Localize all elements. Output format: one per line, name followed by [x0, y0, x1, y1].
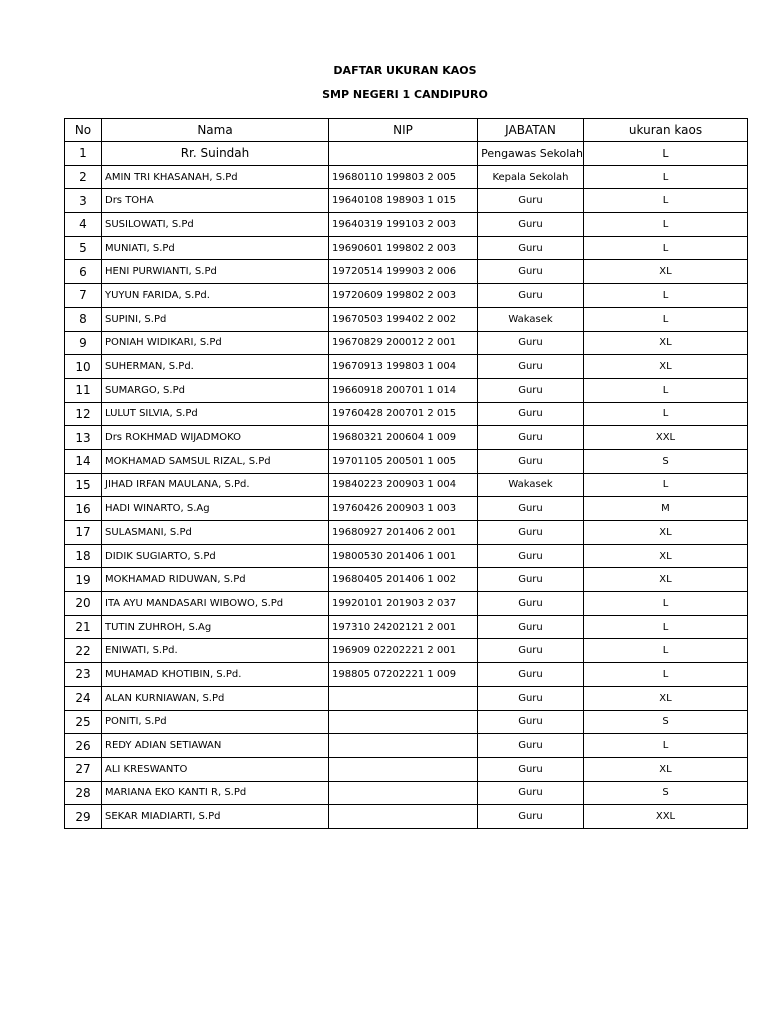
document-subtitle: SMP NEGERI 1 CANDIPURO: [322, 88, 488, 101]
table-row: [65, 213, 748, 237]
table-row: [65, 189, 748, 213]
cell-nip: 19680110 199803 2 005: [329, 165, 478, 189]
table-row: [65, 781, 748, 805]
cell-no: 18: [65, 544, 102, 568]
cell-nip: 19920101 201903 2 037: [329, 592, 478, 616]
cell-nip: 19680927 201406 2 001: [329, 521, 478, 545]
table-row: [65, 260, 748, 284]
cell-no: 15: [65, 473, 102, 497]
cell-nama: PONIAH WIDIKARI, S.Pd: [102, 331, 329, 355]
cell-nama: ITA AYU MANDASARI WIBOWO, S.Pd: [102, 592, 329, 616]
cell-ukuran: L: [584, 165, 748, 189]
cell-no: 13: [65, 426, 102, 450]
cell-jabatan: Guru: [478, 805, 584, 829]
table-row: [65, 544, 748, 568]
cell-no: 3: [65, 189, 102, 213]
cell-ukuran: XL: [584, 757, 748, 781]
cell-nama: MUHAMAD KHOTIBIN, S.Pd.: [102, 663, 329, 687]
table-row: [65, 449, 748, 473]
cell-no: 1: [65, 142, 102, 166]
cell-no: 4: [65, 213, 102, 237]
cell-nip: [329, 686, 478, 710]
cell-jabatan: Guru: [478, 284, 584, 308]
cell-no: 9: [65, 331, 102, 355]
cell-ukuran: XL: [584, 521, 748, 545]
cell-ukuran: L: [584, 615, 748, 639]
cell-ukuran: XL: [584, 544, 748, 568]
cell-nama: Rr. Suindah: [102, 142, 329, 166]
table-row: [65, 426, 748, 450]
cell-nama: HADI WINARTO, S.Ag: [102, 497, 329, 521]
cell-nip: [329, 710, 478, 734]
cell-ukuran: L: [584, 663, 748, 687]
header-ukuran: ukuran kaos: [584, 119, 748, 142]
cell-nama: DIDIK SUGIARTO, S.Pd: [102, 544, 329, 568]
cell-ukuran: L: [584, 402, 748, 426]
cell-nip: 19720609 199802 2 003: [329, 284, 478, 308]
cell-ukuran: XL: [584, 331, 748, 355]
table-row: [65, 165, 748, 189]
cell-ukuran: L: [584, 142, 748, 166]
cell-jabatan: Guru: [478, 355, 584, 379]
cell-no: 21: [65, 615, 102, 639]
table-row: [65, 284, 748, 308]
table-row: [65, 521, 748, 545]
cell-nama: REDY ADIAN SETIAWAN: [102, 734, 329, 758]
table-row: [65, 686, 748, 710]
cell-nip: 19690601 199802 2 003: [329, 236, 478, 260]
cell-ukuran: S: [584, 449, 748, 473]
document-title: DAFTAR UKURAN KAOS: [333, 64, 477, 77]
table-row: [65, 615, 748, 639]
cell-nip: [329, 142, 478, 166]
cell-nip: 19800530 201406 1 001: [329, 544, 478, 568]
table-row: [65, 639, 748, 663]
cell-no: 14: [65, 449, 102, 473]
cell-no: 7: [65, 284, 102, 308]
cell-jabatan: Guru: [478, 639, 584, 663]
cell-nip: 19660918 200701 1 014: [329, 378, 478, 402]
table-row: [65, 497, 748, 521]
cell-ukuran: L: [584, 189, 748, 213]
cell-jabatan: Kepala Sekolah: [478, 165, 584, 189]
cell-nip: 19640319 199103 2 003: [329, 213, 478, 237]
cell-ukuran: L: [584, 284, 748, 308]
cell-nama: YUYUN FARIDA, S.Pd.: [102, 284, 329, 308]
cell-no: 28: [65, 781, 102, 805]
cell-ukuran: L: [584, 307, 748, 331]
cell-ukuran: M: [584, 497, 748, 521]
table-row: [65, 355, 748, 379]
cell-jabatan: Guru: [478, 615, 584, 639]
cell-ukuran: L: [584, 378, 748, 402]
cell-ukuran: XL: [584, 568, 748, 592]
cell-jabatan: Guru: [478, 260, 584, 284]
cell-nip: 19680321 200604 1 009: [329, 426, 478, 450]
cell-no: 23: [65, 663, 102, 687]
cell-jabatan: Guru: [478, 663, 584, 687]
cell-nama: SUSILOWATI, S.Pd: [102, 213, 329, 237]
cell-nip: 19720514 199903 2 006: [329, 260, 478, 284]
cell-jabatan: Guru: [478, 236, 584, 260]
cell-no: 6: [65, 260, 102, 284]
cell-ukuran: XXL: [584, 426, 748, 450]
cell-nip: 19670913 199803 1 004: [329, 355, 478, 379]
cell-nip: 19760426 200903 1 003: [329, 497, 478, 521]
cell-no: 16: [65, 497, 102, 521]
cell-nip: 19760428 200701 2 015: [329, 402, 478, 426]
cell-jabatan: Guru: [478, 757, 584, 781]
cell-nip: 19680405 201406 1 002: [329, 568, 478, 592]
cell-nama: LULUT SILVIA, S.Pd: [102, 402, 329, 426]
table-row: [65, 805, 748, 829]
cell-jabatan: Guru: [478, 189, 584, 213]
cell-jabatan: Guru: [478, 734, 584, 758]
cell-no: 5: [65, 236, 102, 260]
cell-nama: HENI PURWIANTI, S.Pd: [102, 260, 329, 284]
table-row: [65, 710, 748, 734]
header-nip: NIP: [329, 119, 478, 142]
cell-jabatan: Guru: [478, 213, 584, 237]
cell-no: 25: [65, 710, 102, 734]
cell-nip: 19640108 198903 1 015: [329, 189, 478, 213]
table-row: [65, 331, 748, 355]
table-row: [65, 402, 748, 426]
cell-nama: SUMARGO, S.Pd: [102, 378, 329, 402]
cell-no: 26: [65, 734, 102, 758]
cell-no: 20: [65, 592, 102, 616]
cell-nama: ENIWATI, S.Pd.: [102, 639, 329, 663]
cell-nama: ALAN KURNIAWAN, S.Pd: [102, 686, 329, 710]
cell-no: 27: [65, 757, 102, 781]
cell-jabatan: Guru: [478, 686, 584, 710]
header-no: No: [65, 119, 102, 142]
cell-ukuran: L: [584, 639, 748, 663]
cell-no: 10: [65, 355, 102, 379]
cell-no: 22: [65, 639, 102, 663]
cell-no: 17: [65, 521, 102, 545]
header-nama: Nama: [102, 119, 329, 142]
cell-ukuran: L: [584, 473, 748, 497]
cell-nip: 19701105 200501 1 005: [329, 449, 478, 473]
cell-nip: [329, 734, 478, 758]
cell-nama: MOKHAMAD RIDUWAN, S.Pd: [102, 568, 329, 592]
cell-ukuran: XL: [584, 686, 748, 710]
cell-jabatan: Guru: [478, 521, 584, 545]
cell-nama: MARIANA EKO KANTI R, S.Pd: [102, 781, 329, 805]
cell-nama: PONITI, S.Pd: [102, 710, 329, 734]
cell-nip: [329, 781, 478, 805]
cell-no: 24: [65, 686, 102, 710]
cell-jabatan: Guru: [478, 378, 584, 402]
cell-jabatan: Guru: [478, 710, 584, 734]
cell-nama: Drs ROKHMAD WIJADMOKO: [102, 426, 329, 450]
cell-nama: MUNIATI, S.Pd: [102, 236, 329, 260]
cell-jabatan: Guru: [478, 449, 584, 473]
cell-nama: SEKAR MIADIARTI, S.Pd: [102, 805, 329, 829]
cell-ukuran: XL: [584, 260, 748, 284]
cell-nama: SUHERMAN, S.Pd.: [102, 355, 329, 379]
cell-ukuran: XXL: [584, 805, 748, 829]
cell-ukuran: L: [584, 236, 748, 260]
cell-no: 29: [65, 805, 102, 829]
table-row: [65, 757, 748, 781]
cell-nama: Drs TOHA: [102, 189, 329, 213]
cell-ukuran: XL: [584, 355, 748, 379]
table-row: [65, 734, 748, 758]
cell-no: 2: [65, 165, 102, 189]
cell-jabatan: Guru: [478, 426, 584, 450]
cell-jabatan: Pengawas Sekolah: [478, 142, 584, 166]
cell-jabatan: Guru: [478, 781, 584, 805]
cell-nama: ALI KRESWANTO: [102, 757, 329, 781]
cell-nama: TUTIN ZUHROH, S.Ag: [102, 615, 329, 639]
cell-jabatan: Guru: [478, 568, 584, 592]
cell-jabatan: Guru: [478, 331, 584, 355]
table-row: [65, 473, 748, 497]
table-header-row: [65, 119, 748, 142]
cell-ukuran: L: [584, 213, 748, 237]
cell-no: 8: [65, 307, 102, 331]
cell-nip: 198805 07202221 1 009: [329, 663, 478, 687]
table-row: [65, 236, 748, 260]
table-row: [65, 592, 748, 616]
table-row: [65, 378, 748, 402]
cell-nip: 19670829 200012 2 001: [329, 331, 478, 355]
cell-jabatan: Wakasek: [478, 307, 584, 331]
cell-jabatan: Guru: [478, 402, 584, 426]
cell-no: 12: [65, 402, 102, 426]
table-row: [65, 663, 748, 687]
table-row: [65, 568, 748, 592]
cell-ukuran: L: [584, 734, 748, 758]
cell-jabatan: Guru: [478, 544, 584, 568]
cell-nama: JIHAD IRFAN MAULANA, S.Pd.: [102, 473, 329, 497]
cell-nip: 197310 24202121 2 001: [329, 615, 478, 639]
shirt-size-table: [64, 118, 748, 829]
cell-nip: 19840223 200903 1 004: [329, 473, 478, 497]
cell-nama: SULASMANI, S.Pd: [102, 521, 329, 545]
header-jabatan: JABATAN: [478, 119, 584, 142]
table-row: [65, 307, 748, 331]
document-header: [0, 62, 768, 110]
cell-nip: [329, 805, 478, 829]
cell-nip: [329, 757, 478, 781]
cell-ukuran: L: [584, 592, 748, 616]
cell-nama: MOKHAMAD SAMSUL RIZAL, S.Pd: [102, 449, 329, 473]
cell-ukuran: S: [584, 781, 748, 805]
cell-jabatan: Guru: [478, 592, 584, 616]
cell-jabatan: Wakasek: [478, 473, 584, 497]
cell-nip: 19670503 199402 2 002: [329, 307, 478, 331]
cell-nip: 196909 02202221 2 001: [329, 639, 478, 663]
cell-nama: SUPINI, S.Pd: [102, 307, 329, 331]
cell-nama: AMIN TRI KHASANAH, S.Pd: [102, 165, 329, 189]
table-row: [65, 142, 748, 166]
cell-no: 11: [65, 378, 102, 402]
table-body: [65, 142, 748, 829]
cell-no: 19: [65, 568, 102, 592]
cell-jabatan: Guru: [478, 497, 584, 521]
cell-ukuran: S: [584, 710, 748, 734]
